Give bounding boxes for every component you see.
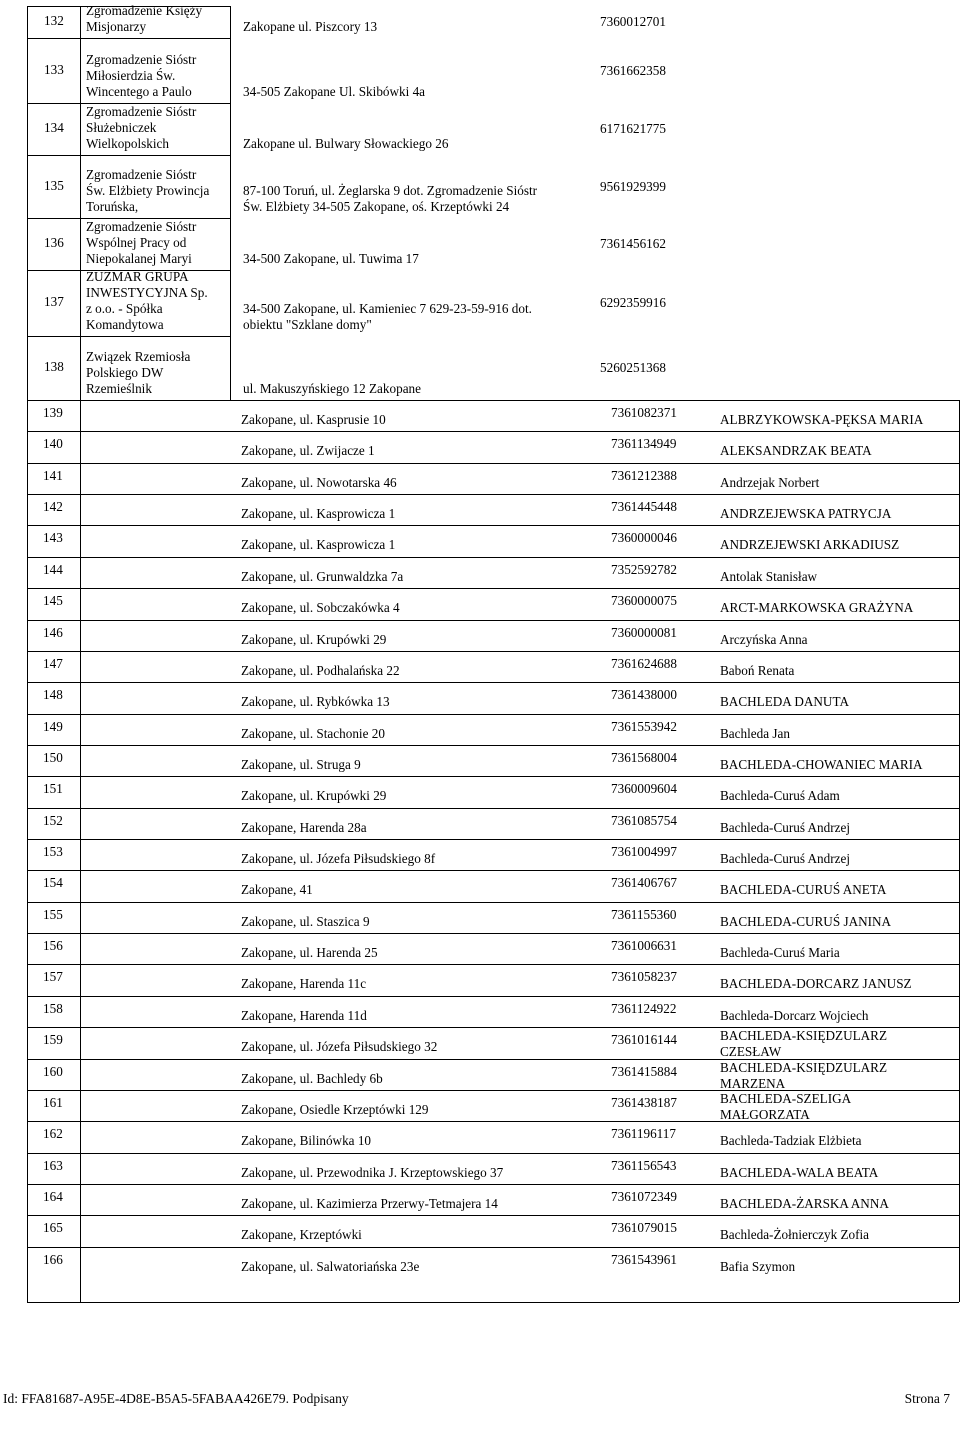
person-name: Bachleda-Dorcarz Wojciech <box>720 1007 869 1023</box>
person-name: Bafia Szymon <box>720 1258 796 1274</box>
row-number: 165 <box>43 1220 63 1236</box>
row-divider <box>27 155 230 156</box>
row-number: 162 <box>43 1126 63 1142</box>
nip-cell: 7360009604 <box>611 781 677 797</box>
row-number: 146 <box>43 624 63 640</box>
row-divider <box>27 933 959 934</box>
row-divider <box>27 1153 959 1154</box>
address-cell: Zakopane, ul. Sobczakówka 4 <box>241 600 400 616</box>
entity-name: Zgromadzenie Sióstr Miłosierdzia Św. Wincentego a Paulo <box>86 52 197 99</box>
address-cell: Zakopane, ul. Harenda 25 <box>241 945 378 961</box>
row-divider <box>27 525 959 526</box>
column-divider-number <box>80 6 81 1302</box>
address-cell: Zakopane, 41 <box>241 882 313 898</box>
nip-cell: 7361196117 <box>611 1126 676 1142</box>
person-name: Baboń Renata <box>720 662 795 678</box>
row-divider <box>27 714 959 715</box>
address-cell: Zakopane, ul. Grunwaldzka 7a <box>241 568 404 584</box>
address-cell: Zakopane, ul. Krupówki 29 <box>241 631 387 647</box>
person-name: BACHLEDA-KSIĘDZULARZ CZESŁAW <box>720 1028 888 1060</box>
address-cell: Zakopane, ul. Przewodnika J. Krzeptowskiego 37 <box>241 1164 504 1180</box>
nip-cell: 7361438187 <box>611 1094 677 1110</box>
row-divider <box>27 463 959 464</box>
row-divider <box>27 776 959 777</box>
person-name: BACHLEDA-CURUŚ JANINA <box>720 913 892 929</box>
row-number: 164 <box>43 1189 63 1204</box>
person-name: BACHLEDA DANUTA <box>720 694 849 710</box>
row-number: 161 <box>43 1094 63 1110</box>
address-cell: Zakopane, Osiedle Krzeptówki 129 <box>241 1101 429 1117</box>
row-number: 138 <box>44 359 64 374</box>
address-cell: Zakopane, Krzeptówki <box>241 1227 362 1243</box>
row-number: 157 <box>43 969 63 985</box>
address-cell: Zakopane, ul. Salwatoriańska 23e <box>241 1258 420 1274</box>
row-number: 144 <box>43 561 63 577</box>
address-cell: Zakopane, ul. Józefa Piłsudskiego 8f <box>241 851 436 867</box>
row-number: 149 <box>43 718 63 734</box>
row-divider <box>27 682 959 683</box>
entity-name: Zgromadzenie Sióstr Służebniczek Wielkopolskich <box>86 104 197 151</box>
address-cell: Zakopane, ul. Kasprowicza 1 <box>241 537 396 553</box>
nip-cell: 7361156543 <box>611 1157 677 1173</box>
row-number: 135 <box>44 177 64 193</box>
nip-cell: 7361456162 <box>600 236 666 251</box>
row-divider <box>27 400 959 401</box>
table-border-left <box>27 6 28 1302</box>
nip-cell: 7361445448 <box>611 499 677 515</box>
nip-cell: 6171621775 <box>600 121 666 136</box>
person-name: ALEKSANDRZAK BEATA <box>720 443 872 459</box>
nip-cell: 7361415884 <box>611 1063 677 1079</box>
address-cell: Zakopane, ul. Staszica 9 <box>241 913 370 929</box>
person-name: Bachleda-Curuś Maria <box>720 945 840 961</box>
nip-cell: 7361124922 <box>611 1000 677 1016</box>
address-cell: Zakopane, ul. Nowotarska 46 <box>241 474 397 490</box>
row-number: 133 <box>44 61 64 77</box>
address-cell: Zakopane, Harenda 11c <box>241 976 367 992</box>
row-divider <box>27 1184 959 1185</box>
address-cell: Zakopane, ul. Kasprusie 10 <box>241 412 386 427</box>
row-number: 156 <box>43 938 63 954</box>
document-id: Id: FFA81687-A95E-4D8E-B5A5-5FABAA426E79. Podpisany <box>3 1391 349 1406</box>
row-number: 163 <box>43 1157 63 1173</box>
entity-name: Zgromadzenie Księży Misjonarzy <box>86 3 203 34</box>
nip-cell: 7361134949 <box>611 436 677 452</box>
address-cell: Zakopane, ul. Struga 9 <box>241 756 361 772</box>
address-cell: Zakopane, Harenda 11d <box>241 1007 367 1023</box>
row-divider <box>27 651 959 652</box>
row-number: 140 <box>43 436 63 452</box>
person-name: Bachleda-Curuś Andrzej <box>720 851 851 867</box>
column-divider-entity <box>230 6 231 400</box>
row-number: 136 <box>44 235 64 250</box>
address-cell: Zakopane, ul. Stachonie 20 <box>241 725 385 741</box>
row-number: 153 <box>43 844 63 860</box>
nip-cell: 7361406767 <box>611 875 677 891</box>
row-divider <box>27 431 959 432</box>
person-name: BACHLEDA-CURUŚ ANETA <box>720 882 887 898</box>
nip-cell: 5260251368 <box>600 360 666 375</box>
address-cell: 87-100 Toruń, ul. Żeglarska 9 dot. Zgromadzenie Sióstr Św. Elżbiety 34-505 Zakopane, oś. Krzeptówki 24 <box>243 183 538 214</box>
row-number: 137 <box>44 294 64 309</box>
person-name: Andrzejak Norbert <box>720 474 820 490</box>
nip-cell: 7361004997 <box>611 844 677 860</box>
row-number: 150 <box>43 749 63 765</box>
row-number: 134 <box>44 120 64 135</box>
nip-cell: 7361568004 <box>611 749 677 765</box>
nip-cell: 7361016144 <box>611 1032 677 1048</box>
nip-cell: 7361438000 <box>611 687 677 703</box>
row-divider <box>27 494 959 495</box>
address-cell: ul. Makuszyńskiego 12 Zakopane <box>243 381 421 396</box>
row-divider <box>27 1247 959 1248</box>
nip-cell: 7361085754 <box>611 812 677 828</box>
row-number: 145 <box>43 593 63 609</box>
nip-cell: 7361079015 <box>611 1220 677 1236</box>
nip-cell: 7361543961 <box>611 1251 677 1267</box>
row-number: 166 <box>43 1251 63 1267</box>
row-number: 160 <box>43 1063 63 1079</box>
nip-cell: 7361006631 <box>611 938 677 954</box>
person-name: BACHLEDA-ŻARSKA ANNA <box>720 1196 889 1211</box>
nip-cell: 7361058237 <box>611 969 677 985</box>
address-cell: Zakopane, ul. Bachledy 6b <box>241 1070 383 1086</box>
address-cell: Zakopane ul. Piszcory 13 <box>243 19 378 34</box>
nip-cell: 7361624688 <box>611 655 677 671</box>
entity-name: Związek Rzemiosła Polskiego DW Rzemieślnik <box>86 349 191 396</box>
row-number: 158 <box>43 1000 63 1016</box>
nip-cell: 9561929399 <box>600 178 666 194</box>
nip-cell: 7352592782 <box>611 561 677 577</box>
table-border-bottom <box>27 1302 959 1303</box>
person-name: Arczyńska Anna <box>720 631 808 647</box>
row-number: 155 <box>43 906 63 922</box>
row-divider <box>27 38 230 39</box>
row-divider <box>27 870 959 871</box>
row-number: 139 <box>43 405 63 420</box>
address-cell: Zakopane, ul. Kazimierza Przerwy-Tetmajera 14 <box>241 1196 498 1211</box>
row-divider <box>27 588 959 589</box>
address-cell: Zakopane, ul. Józefa Piłsudskiego 32 <box>241 1039 438 1055</box>
address-cell: 34-500 Zakopane, ul. Kamieniec 7 629-23-59-916 dot. obiektu "Szklane domy" <box>243 301 532 332</box>
row-number: 148 <box>43 687 63 703</box>
address-cell: Zakopane, Harenda 28a <box>241 819 367 835</box>
nip-cell: 7361662358 <box>600 62 666 78</box>
row-number: 132 <box>44 13 64 28</box>
person-name: ALBRZYKOWSKA-PĘKSA MARIA <box>720 412 924 427</box>
nip-cell: 7361072349 <box>611 1189 677 1204</box>
address-cell: Zakopane ul. Bulwary Słowackiego 26 <box>243 136 449 151</box>
row-divider <box>27 808 959 809</box>
row-divider <box>27 745 959 746</box>
person-name: Bachleda-Curuś Adam <box>720 788 840 804</box>
address-cell: 34-505 Zakopane Ul. Skibówki 4a <box>243 84 426 99</box>
row-divider <box>27 964 959 965</box>
address-cell: Zakopane, ul. Kasprowicza 1 <box>241 506 396 522</box>
person-name: BACHLEDA-WALA BEATA <box>720 1164 879 1180</box>
person-name: Antolak Stanisław <box>720 568 818 584</box>
row-divider <box>27 902 959 903</box>
person-name: Bachleda Jan <box>720 725 790 741</box>
address-cell: Zakopane, ul. Krupówki 29 <box>241 788 387 804</box>
nip-cell: 7360000046 <box>611 530 677 546</box>
nip-cell: 7360000081 <box>611 624 677 640</box>
page-number: Strona 7 <box>904 1391 950 1406</box>
row-divider <box>27 1215 959 1216</box>
row-number: 152 <box>43 812 63 828</box>
person-name: BACHLEDA-SZELIGA MAŁGORZATA <box>720 1090 852 1122</box>
row-number: 151 <box>43 781 63 797</box>
nip-cell: 7360012701 <box>600 14 666 29</box>
nip-cell: 7361212388 <box>611 467 677 483</box>
address-cell: Zakopane, ul. Podhalańska 22 <box>241 662 400 678</box>
row-divider <box>27 336 230 337</box>
person-name: ARCT-MARKOWSKA GRAŻYNA <box>720 600 914 616</box>
row-number: 143 <box>43 530 63 546</box>
person-name: Bachleda-Żołnierczyk Zofia <box>720 1227 870 1243</box>
row-number: 147 <box>43 655 63 671</box>
address-cell: 34-500 Zakopane, ul. Tuwima 17 <box>243 251 419 266</box>
person-name: BACHLEDA-DORCARZ JANUSZ <box>720 976 912 992</box>
nip-cell: 6292359916 <box>600 295 666 310</box>
nip-cell: 7361553942 <box>611 718 677 734</box>
person-name: ANDRZEJEWSKI ARKADIUSZ <box>720 537 900 553</box>
row-divider <box>27 996 959 997</box>
nip-cell: 7361155360 <box>611 906 677 922</box>
nip-cell: 7361082371 <box>611 405 677 420</box>
row-divider <box>27 620 959 621</box>
row-number: 142 <box>43 499 63 515</box>
person-name: Bachleda-Tadziak Elżbieta <box>720 1133 862 1149</box>
entity-name: Zgromadzenie Sióstr Wspólnej Pracy od Niepokalanej Maryi <box>86 219 197 266</box>
row-number: 159 <box>43 1032 63 1048</box>
row-number: 141 <box>43 467 63 483</box>
entity-name: ZUZMAR GRUPA INWESTYCYJNA Sp. z o.o. - Spółka Komandytowa <box>86 269 208 332</box>
entity-name: Zgromadzenie Sióstr Św. Elżbiety Prowincja Toruńska, <box>86 167 210 214</box>
address-cell: Zakopane, Bilinówka 10 <box>241 1133 372 1149</box>
person-name: BACHLEDA-CHOWANIEC MARIA <box>720 756 923 772</box>
row-divider <box>27 557 959 558</box>
person-name: BACHLEDA-KSIĘDZULARZ MARZENA <box>720 1059 888 1091</box>
person-name: ANDRZEJEWSKA PATRYCJA <box>720 506 892 522</box>
row-number: 154 <box>43 875 63 891</box>
address-cell: Zakopane, ul. Rybkówka 13 <box>241 694 390 710</box>
person-name: Bachleda-Curuś Andrzej <box>720 819 851 835</box>
address-cell: Zakopane, ul. Zwijacze 1 <box>241 443 375 459</box>
nip-cell: 7360000075 <box>611 593 677 609</box>
row-divider <box>27 839 959 840</box>
